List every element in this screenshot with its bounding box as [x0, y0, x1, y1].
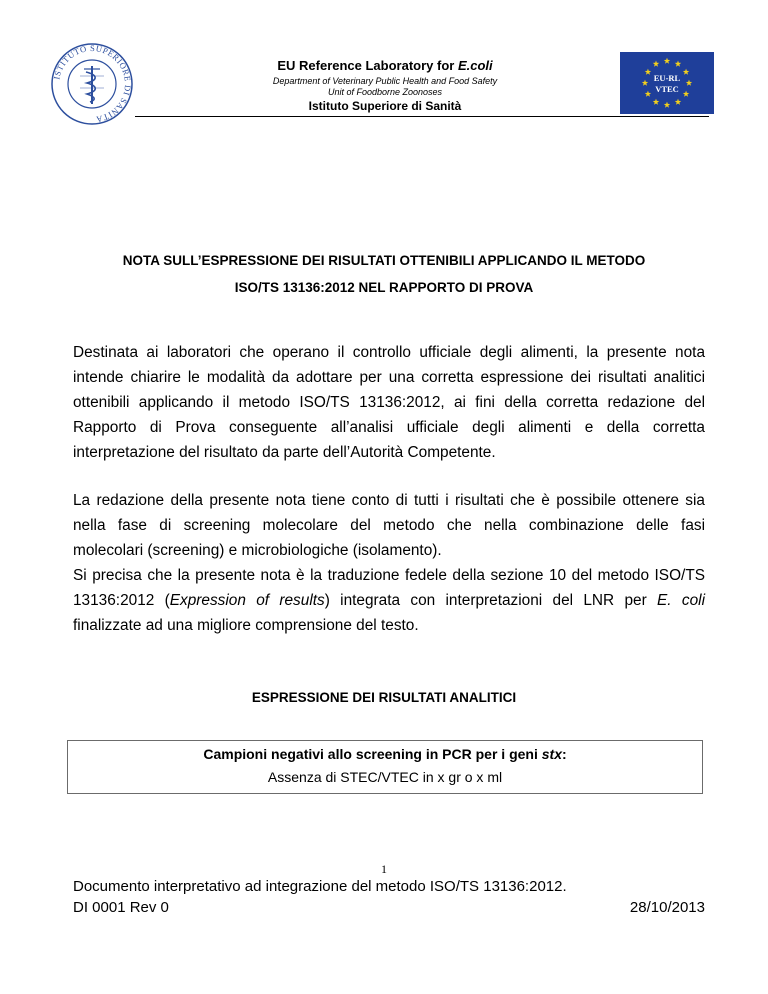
lab-title: EU Reference Laboratory for E.coli	[277, 58, 493, 73]
page-number: 1	[381, 862, 387, 876]
document-title-line1: NOTA SULL’ESPRESSIONE DEI RISULTATI OTTENIBILI APPLICANDO IL METODO	[122, 253, 646, 268]
document-title-line2: ISO/TS 13136:2012 NEL RAPPORTO DI PROVA	[234, 280, 534, 295]
footer-doc-id: DI 0001 Rev 0	[73, 899, 169, 916]
paragraph-line: ottenibili applicando il metodo ISO/TS 13136:2012, ai fini della corretta redazione del	[73, 394, 705, 411]
footer-doc-line: Documento interpretativo ad integrazione del metodo ISO/TS 13136:2012.	[73, 878, 567, 895]
unit-line: Unit of Foodborne Zoonoses	[327, 87, 443, 97]
institute-name: Istituto Superiore di Sanità	[308, 99, 462, 113]
paragraph-line: nella fase di screening molecolare del metodo che nella combinazione delle fasi	[73, 517, 705, 534]
paragraph-line: La redazione della presente nota tiene conto di tutti i risultati che è possibile ottenere sia	[73, 492, 705, 509]
paragraph-line: 13136:2012 (Expression of results) integrata con interpretazioni del LNR per E. coli	[73, 592, 706, 609]
paragraph-line: interpretazione del risultato da parte dell’Autorità Competente.	[73, 444, 496, 461]
header-divider	[135, 116, 709, 117]
footer-date: 28/10/2013	[629, 899, 705, 916]
scope-paragraph	[73, 488, 705, 638]
flag-line2: VTEC	[655, 84, 679, 94]
paragraph-line: Rapporto di Prova conseguente all’analisi ufficiale degli alimenti e della corretta	[73, 419, 705, 436]
seal-text: ISTITUTO SUPERIORE DI SANITÀ	[51, 42, 134, 125]
paragraph-line: Si precisa che la presente nota è la traduzione fedele della sezione 10 del metodo ISO/TS	[73, 567, 705, 584]
intro-paragraph	[73, 340, 705, 465]
flag-line1: EU-RL	[653, 73, 681, 83]
iss-seal-logo	[50, 42, 134, 126]
paragraph-line: intende chiarire le modalità da adottare per una corretta espressione dei risultati analitici	[73, 369, 705, 386]
paragraph-line: Destinata ai laboratori che operano il controllo ufficiale degli alimenti, la presente nota	[73, 344, 705, 361]
paragraph-line: molecolari (screening) e microbiologiche (isolamento).	[73, 542, 442, 559]
section-heading: ESPRESSIONE DEI RISULTATI ANALITICI	[251, 690, 517, 705]
result-box-heading: Campioni negativi allo screening in PCR per i geni stx:	[203, 746, 567, 762]
result-box	[67, 740, 703, 794]
result-box-text: Assenza di STEC/VTEC in x gr o x ml	[267, 769, 503, 785]
department-line: Department of Veterinary Public Health and Food Safety	[272, 76, 498, 86]
paragraph-line: finalizzate ad una migliore comprensione del testo.	[73, 617, 419, 634]
eu-flag-logo	[620, 52, 714, 114]
